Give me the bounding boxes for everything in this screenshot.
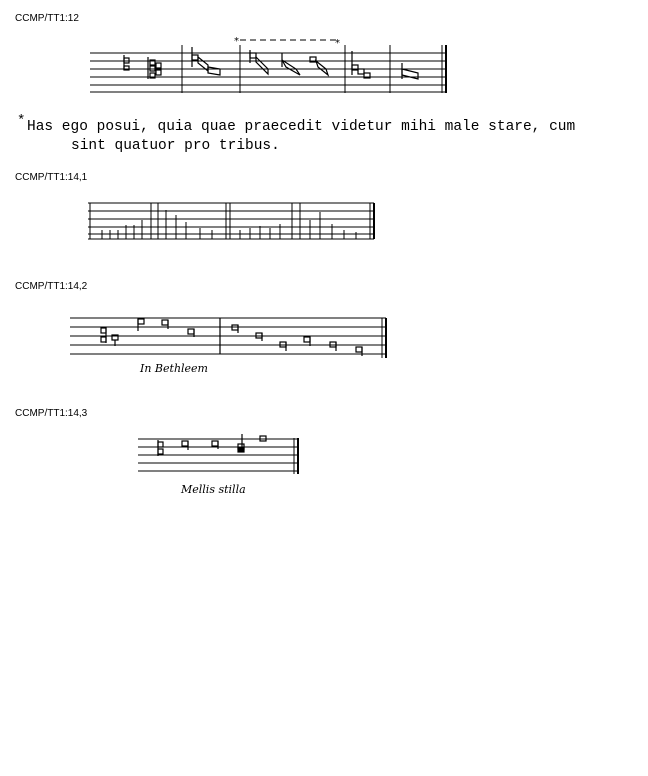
svg-text:*: * bbox=[335, 38, 340, 49]
svg-text:*: * bbox=[234, 36, 239, 47]
footnote-line-2: sint quatuor pro tribus. bbox=[71, 138, 280, 154]
incipit-text: In Bethleem bbox=[140, 362, 208, 375]
example-label: CCMP/TT1:14,1 bbox=[15, 172, 88, 183]
footnote-line-1: Has ego posui, quia quae praecedit videtur mihi male stare, cum bbox=[27, 119, 576, 135]
music-staff-2 bbox=[88, 200, 383, 245]
incipit-text: Mellis stilla bbox=[181, 483, 246, 496]
music-staff-1 bbox=[90, 35, 460, 97]
footnote-marker: * bbox=[17, 113, 26, 129]
example-label: CCMP/TT1:14,3 bbox=[15, 408, 88, 419]
music-staff-4 bbox=[138, 434, 303, 476]
example-label: CCMP/TT1:14,2 bbox=[15, 281, 88, 292]
music-staff-3 bbox=[70, 313, 390, 363]
example-label: CCMP/TT1:12 bbox=[15, 13, 79, 24]
